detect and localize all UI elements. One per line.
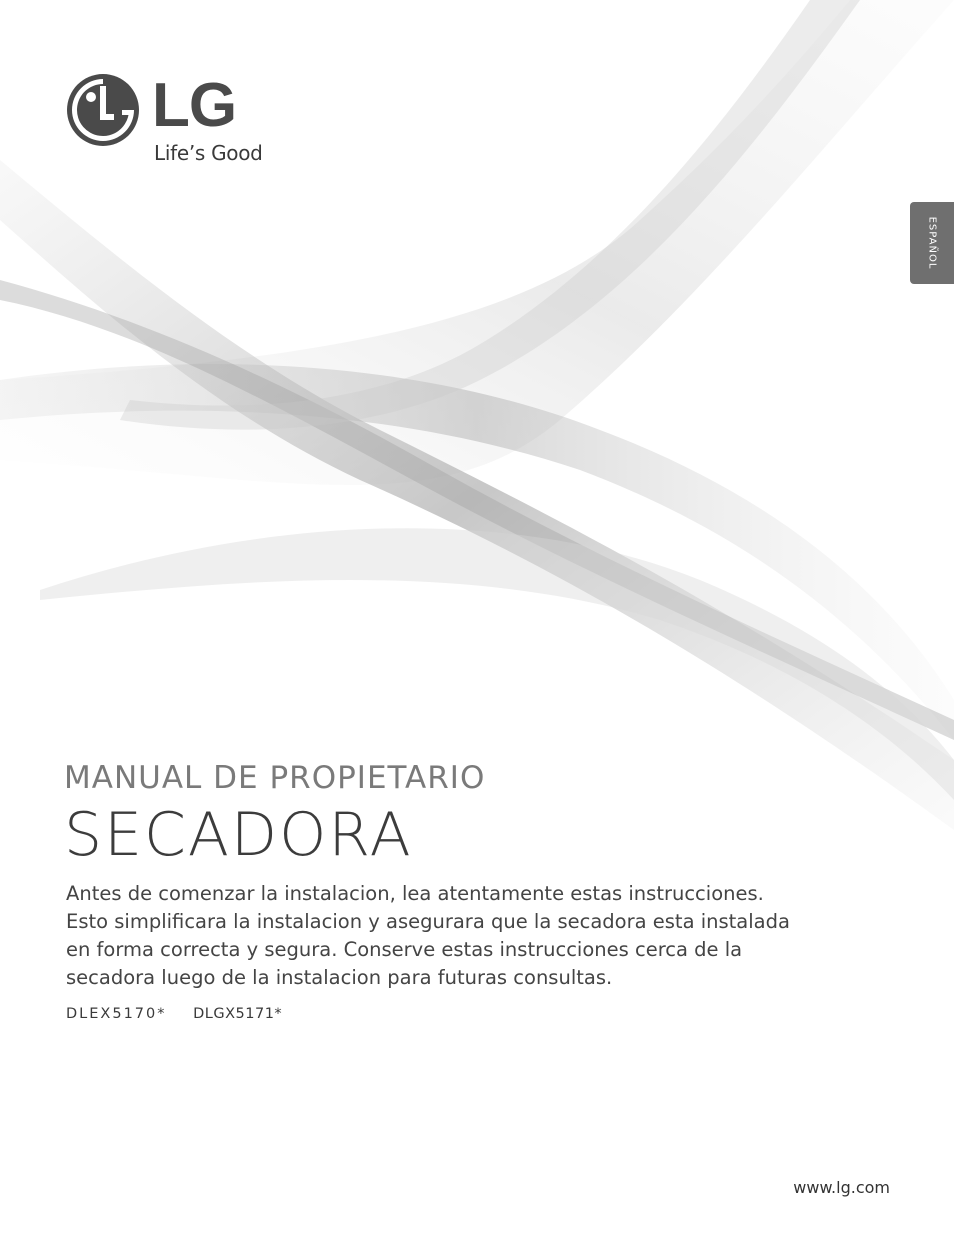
lg-face-logo-icon [66,73,140,147]
intro-line: secadora luego de la instalacion para futuras consultas. [66,966,613,989]
model-number: DLEX5170* [66,1006,167,1022]
logo-tagline: Life’s Good [154,141,263,165]
website-link[interactable]: www.lg.com [793,1178,890,1197]
intro-line: Antes de comenzar la instalacion, lea atentamente estas instrucciones. [66,882,764,905]
language-tab-label: ESPAÑOL [926,216,938,270]
intro-line: Esto simplificara la instalacion y asegurara que la secadora esta instalada [66,910,790,933]
lg-logo[interactable] [66,73,296,173]
model-number: DLGX5171* [193,1006,283,1022]
model-numbers [66,1006,282,1022]
intro-paragraph [66,880,866,992]
product-title: SECADORA [64,800,413,870]
manual-title: MANUAL DE PROPIETARIO [64,760,486,796]
language-tab[interactable] [910,202,954,284]
intro-line: en forma correcta y segura. Conserve estas instrucciones cerca de la [66,938,743,961]
logo-wordmark: LG [152,71,237,140]
